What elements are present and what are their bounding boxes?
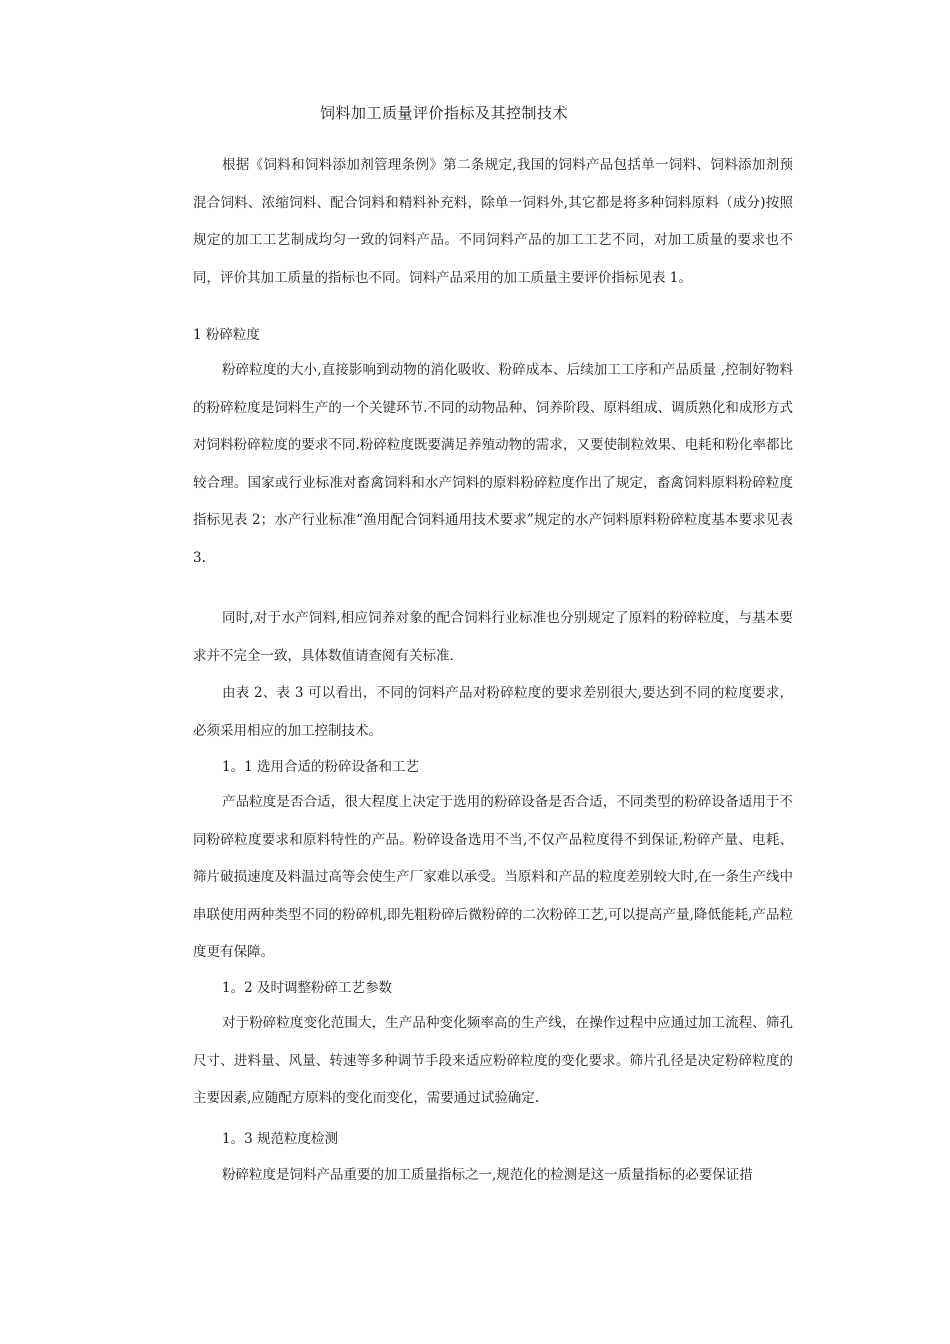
section1-paragraph-1: 粉碎粒度的大小,直接影响到动物的消化吸收、粉碎成本、后续加工工序和产品质量 ,控制好物料的粉碎粒度是饲料生产的一个关键环节.不同的动物品种、饲养阶段、原料组成、调质熟化和成形方式对饲料粉碎粒度的要求不同.粉碎粒度既要满足养殖动物的需求，又要使制粒效果、电耗和粉化率都比较合理。国家或行业标准对畜禽饲料和水产饲料的原料粉碎粒度作出了规定，畜禽饲料原料粉碎粒度指标见表 2；水产行业标准“渔用配合饲料通用技术要求”规定的水产饲料原料粉碎粒度基本要求见表 3. — [193, 362, 793, 566]
subsection-heading-1-2: 1。2 及时调整粉碎工艺参数 — [222, 980, 392, 996]
document-title: 饲料加工质量评价指标及其控制技术 — [320, 104, 569, 122]
subsection-1-3-paragraph: 粉碎粒度是饲料产品重要的加工质量指标之一,规范化的检测是这一质量指标的必要保证措 — [222, 1167, 753, 1183]
subsection-heading-1-3: 1。3 规范粒度检测 — [222, 1131, 338, 1147]
section1-paragraph-3: 由表 2、表 3 可以看出，不同的饲料产品对粉碎粒度的要求差别很大,要达到不同的粒度要求，必须采用相应的加工控制技术。 — [193, 685, 793, 739]
subsection-heading-1-1: 1。1 选用合适的粉碎设备和工艺 — [222, 759, 419, 775]
subsection-1-2-paragraph: 对于粉碎粒度变化范围大，生产品种变化频率高的生产线，在操作过程中应通过加工流程、筛孔尺寸、进料量、风量、转速等多种调节手段来适应粉碎粒度的变化要求。筛片孔径是决定粉碎粒度的主要因素,应随配方原料的变化而变化，需要通过试验确定. — [193, 1015, 793, 1107]
section-heading-particle-size: 1 粉碎粒度 — [193, 327, 260, 343]
subsection-1-1-paragraph: 产品粒度是否合适，很大程度上决定于选用的粉碎设备是否合适，不同类型的粉碎设备适用于不同粉碎粒度要求和原料特性的产品。粉碎设备选用不当,不仅产品粒度得不到保证,粉碎产量、电耗、筛片破损速度及料温过高等会使生产厂家难以承受。当原料和产品的粒度差别较大时,在一条生产线中串联使用两种类型不同的粉碎机,即先粗粉碎后微粉碎的二次粉碎工艺,可以提高产量,降低能耗,产品粒度更有保障。 — [193, 794, 793, 961]
intro-paragraph: 根据《饲料和饲料添加剂管理条例》第二条规定,我国的饲料产品包括单一饲料、饲料添加剂预混合饲料、浓缩饲料、配合饲料和精料补充料，除单一饲料外,其它都是将多种饲料原料（成分)按照规定的加工工艺制成均匀一致的饲料产品。不同饲料产品的加工工艺不同，对加工质量的要求也不同，评价其加工质量的指标也不同。饲料产品采用的加工质量主要评价指标见表 1。 — [193, 157, 793, 286]
section1-paragraph-2: 同时,对于水产饲料,相应饲养对象的配合饲料行业标准也分别规定了原料的粉碎粒度，与基本要求并不完全一致，具体数值请查阅有关标准. — [193, 610, 793, 664]
